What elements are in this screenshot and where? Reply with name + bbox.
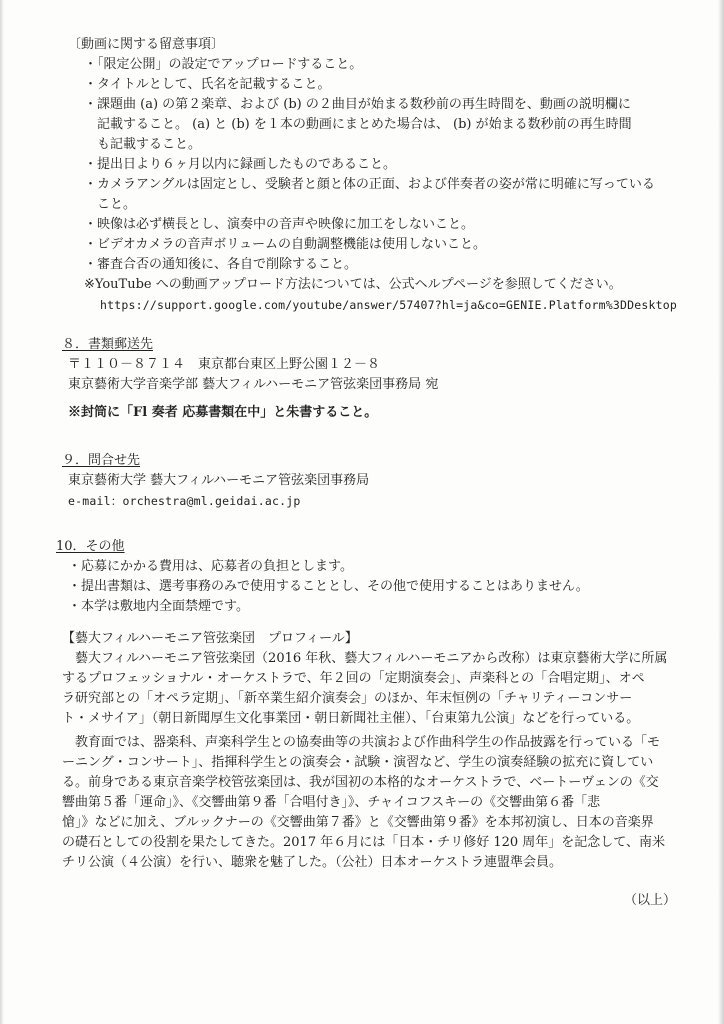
profile-line: ラ研究部との「オペラ定期」、「新卒業生紹介演奏会」のほか、年末恒例の「チャリティーコンサー [62,691,633,706]
video-note-item: ・タイトルとして、氏名を記載すること。 [84,77,331,92]
profile-line: ーニング・コンサート」、指揮科学生との演奏会・試験・演習など、学生の演奏経験の拡充に資してい [62,755,654,770]
video-notes-heading: 〔動画に関する留意事項〕 [68,37,225,52]
profile-line: するプロフェッショナル・オーケストラで、年２回の「定期演奏会」、声楽科との「合唱定期」、オペ [62,671,645,686]
video-note-item: ・カメラアングルは固定とし、受験者と顔と体の正面、および伴奏者の姿が常に明確に写っている [84,177,655,192]
contact-email[interactable]: e-mail：orchestra@ml.geidai.ac.jp [68,494,301,508]
profile-line: ト・メサイア」（朝日新聞厚生文化事業団・朝日新聞社主催）、「台東第九公演」などを行っている。 [62,711,640,726]
contact-organization: 東京藝術大学 藝大フィルハーモニア管弦楽団事務局 [68,473,370,488]
video-note-item: ・「限定公開」の設定でアップロードすること。 [84,57,363,72]
video-note-item: も記載すること。 [84,137,202,152]
youtube-help-url[interactable]: https://support.google.com/youtube/answer/57407?hl=ja&co=GENIE.Platform%3DDesktop [100,298,678,312]
video-note-item: こと。 [84,197,137,212]
profile-line: る。前身である東京音楽学校管弦楽団は、我が国初の本格的なオーケストラで、ベートーヴェンの《交 [62,775,659,790]
video-note-item: ・提出日より６ヶ月以内に録画したものであること。 [84,157,397,172]
other-item: ・提出書類は、選考事務のみで使用することとし、その他で使用することはありません。 [68,579,589,594]
profile-line: 愴」》などに加え、ブルックナーの《交響曲第７番》と《交響曲第９番》を本邦初演し、日本の音楽界 [62,815,654,830]
other-item: ・本学は敷地内全面禁煙です。 [68,599,249,614]
profile-line: 響曲第５番「運命」》、《交響曲第９番「合唱付き」》、チャイコフスキーの《交響曲第６番「悲 [62,795,601,810]
section-10-heading [56,538,125,556]
closing-mark: （以上） [624,893,677,908]
video-note-item: ・課題曲 (a) の第２楽章、および (b) の２曲目が始まる数秒前の再生時間を、動画の説明欄に [84,97,631,112]
profile-line: 教育面では、器楽科、声楽科学生との協奏曲等の共演および作曲科学生の作品披露を行っている「モ [62,735,661,750]
video-note-item: 記載すること。 (a) と (b) を１本の動画にまとめた場合は、 (b) が始まる数秒前の再生時間 [84,117,632,132]
profile-line: 藝大フィルハーモニア管弦楽団（2016 年秋、藝大フィルハーモニアから改称）は東京藝術大学に所属 [62,651,668,666]
section-10-heading-text: 10．その他 [56,539,125,554]
mailing-address-line-1: 〒１１０－８７１４ 東京都台東区上野公園１２－８ [68,357,381,372]
section-9-heading [62,452,140,470]
profile-heading: 【藝大フィルハーモニア管弦楽団 プロフィール】 [62,631,358,646]
video-note-item: ・映像は必ず横長とし、演奏中の音声や映像に加工をしないこと。 [84,217,475,232]
profile-line: チリ公演（４公演）を行い、聴衆を魅了した。（公社）日本オーケストラ連盟準会員。 [62,855,562,870]
youtube-help-note: ※YouTube への動画アップロード方法については、公式ヘルプページを参照してください。 [84,277,622,292]
profile-line: の礎石としての役割を果たしてきた。2017 年６月には「日本・チリ修好 120 周年」を記念して、南米 [62,835,666,850]
section-8-heading [62,336,153,354]
section-9-heading-text: ９．問合せ先 [62,453,141,468]
other-item: ・応募にかかる費用は、応募者の負担とします。 [68,559,353,574]
envelope-notice: ※封筒に「Fl 奏者 応募書類在中」と朱書すること。 [68,405,378,420]
section-8-heading-text: ８．書類郵送先 [62,337,154,352]
video-note-item: ・ビデオカメラの音声ボリュームの自動調整機能は使用しないこと。 [84,237,486,252]
mailing-address-line-2: 東京藝術大学音楽学部 藝大フィルハーモニア管弦楽団事務局 宛 [68,377,439,392]
video-note-item: ・審査合否の通知後に、各自で削除すること。 [84,257,358,272]
